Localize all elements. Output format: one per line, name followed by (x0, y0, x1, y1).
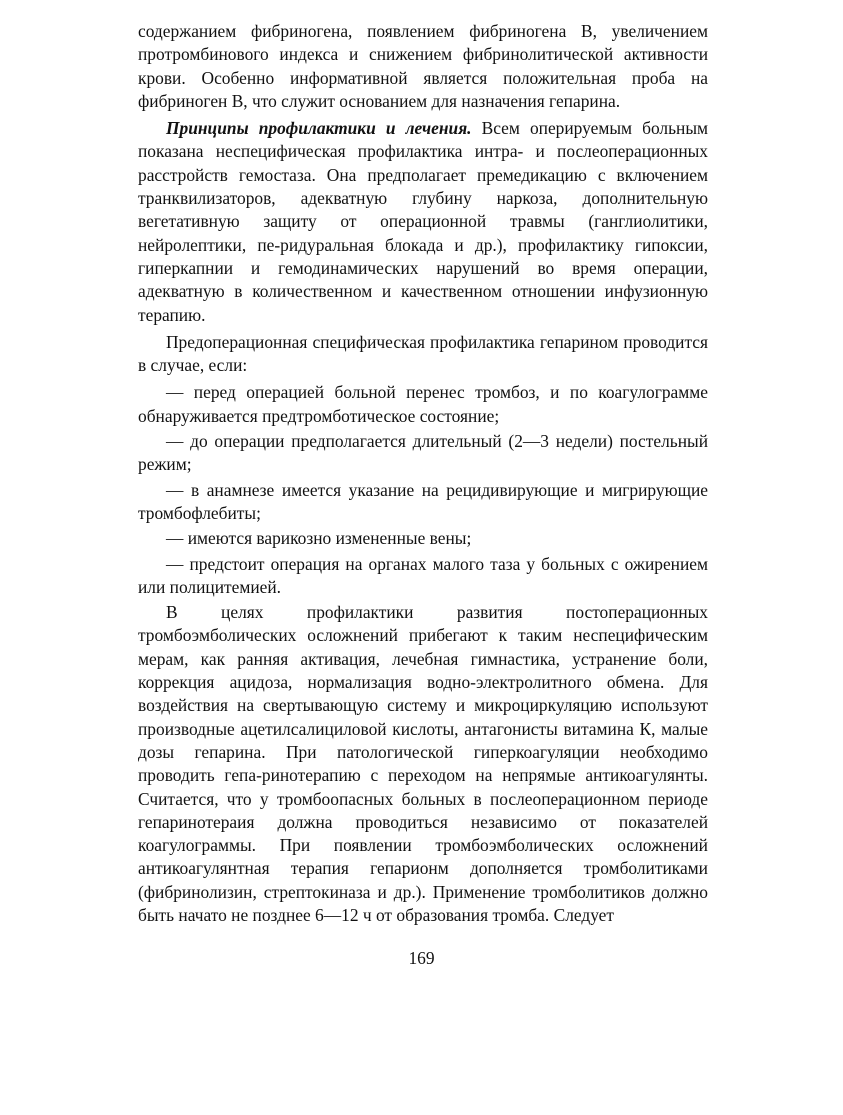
list-item: — в анамнезе имеется указание на рецидивирующие и мигрирующие тромбофлебиты; (138, 479, 708, 523)
list-item: — имеются варикозно измененные вены; (166, 528, 472, 549)
list-item: — перед операцией больной перенес тромбоз, и по коагулограмме обнаруживается предтромботическое состояние; (138, 382, 708, 426)
list-item: — предстоит операция на органах малого таза у больных с ожирением или полицитемией. (138, 553, 708, 597)
paragraph-principles-text: Всем оперируемым больным показана неспецифическая профилактика интра- и послеоперационных расстройств гемостаза. Она предполагает премедикацию с включением транквилизаторов, адекватную глубину наркоза, дополнительную вегетативную защиту от операционной травмы (ганглиолитики, нейролептики, пе-ридуральная блокада и др.), профилактику гипоксии, гиперкапнии и гемодинамических нарушений во время операции, адекватную в количественном и качественном отношении инфузионную терапию. (138, 118, 709, 325)
page-number: 169 (408, 948, 435, 968)
paragraph-principles (138, 117, 708, 327)
page-body (138, 20, 708, 931)
paragraph-continuation: содержанием фибриногена, появлением фибриногена В, увеличением протромбинового индекса и снижением фибринолитической активности крови. Особенно информативной является положительная проба на фибриноген В, что служит основанием для назначения гепарина. (138, 21, 708, 111)
paragraph-specific-prophylaxis: Предоперационная специфическая профилактика гепарином проводится в случае, если: (138, 331, 708, 376)
paragraph-postoperative: В целях профилактики развития постоперационных тромбоэмболических осложнений прибегают к таким неспецифическим мерам, как ранняя активация, лечебная гимнастика, устранение боли, коррекция ацидоза, нормализация водно-электролитного обмена. Для воздействия на свертывающую систему и микроциркуляцию используют производные ацетилсалициловой кислоты, антагонисты витамина К, малые дозы гепарина. При патологической гиперкоагуляции необходимо проводить гепа-ринотерапию с переходом на непрямые антикоагулянты. Считается, что у тромбоопасных больных в послеоперационном периоде гепаринотераия должна проводиться независимо от показателей коагулограммы. При появлении тромбоэмболических осложнений антикоагулянтная терапия гепарионм дополняется тромболитиками (фибринолизин, стрептокиназа и др.). Применение тромболитиков должно быть начато не позднее 6—12 ч от образования тромба. Следует (138, 602, 708, 925)
section-run-heading: Принципы профилактики и лечения. (166, 118, 472, 139)
list-item: — до операции предполагается длительный (2—3 недели) постельный режим; (138, 431, 708, 475)
